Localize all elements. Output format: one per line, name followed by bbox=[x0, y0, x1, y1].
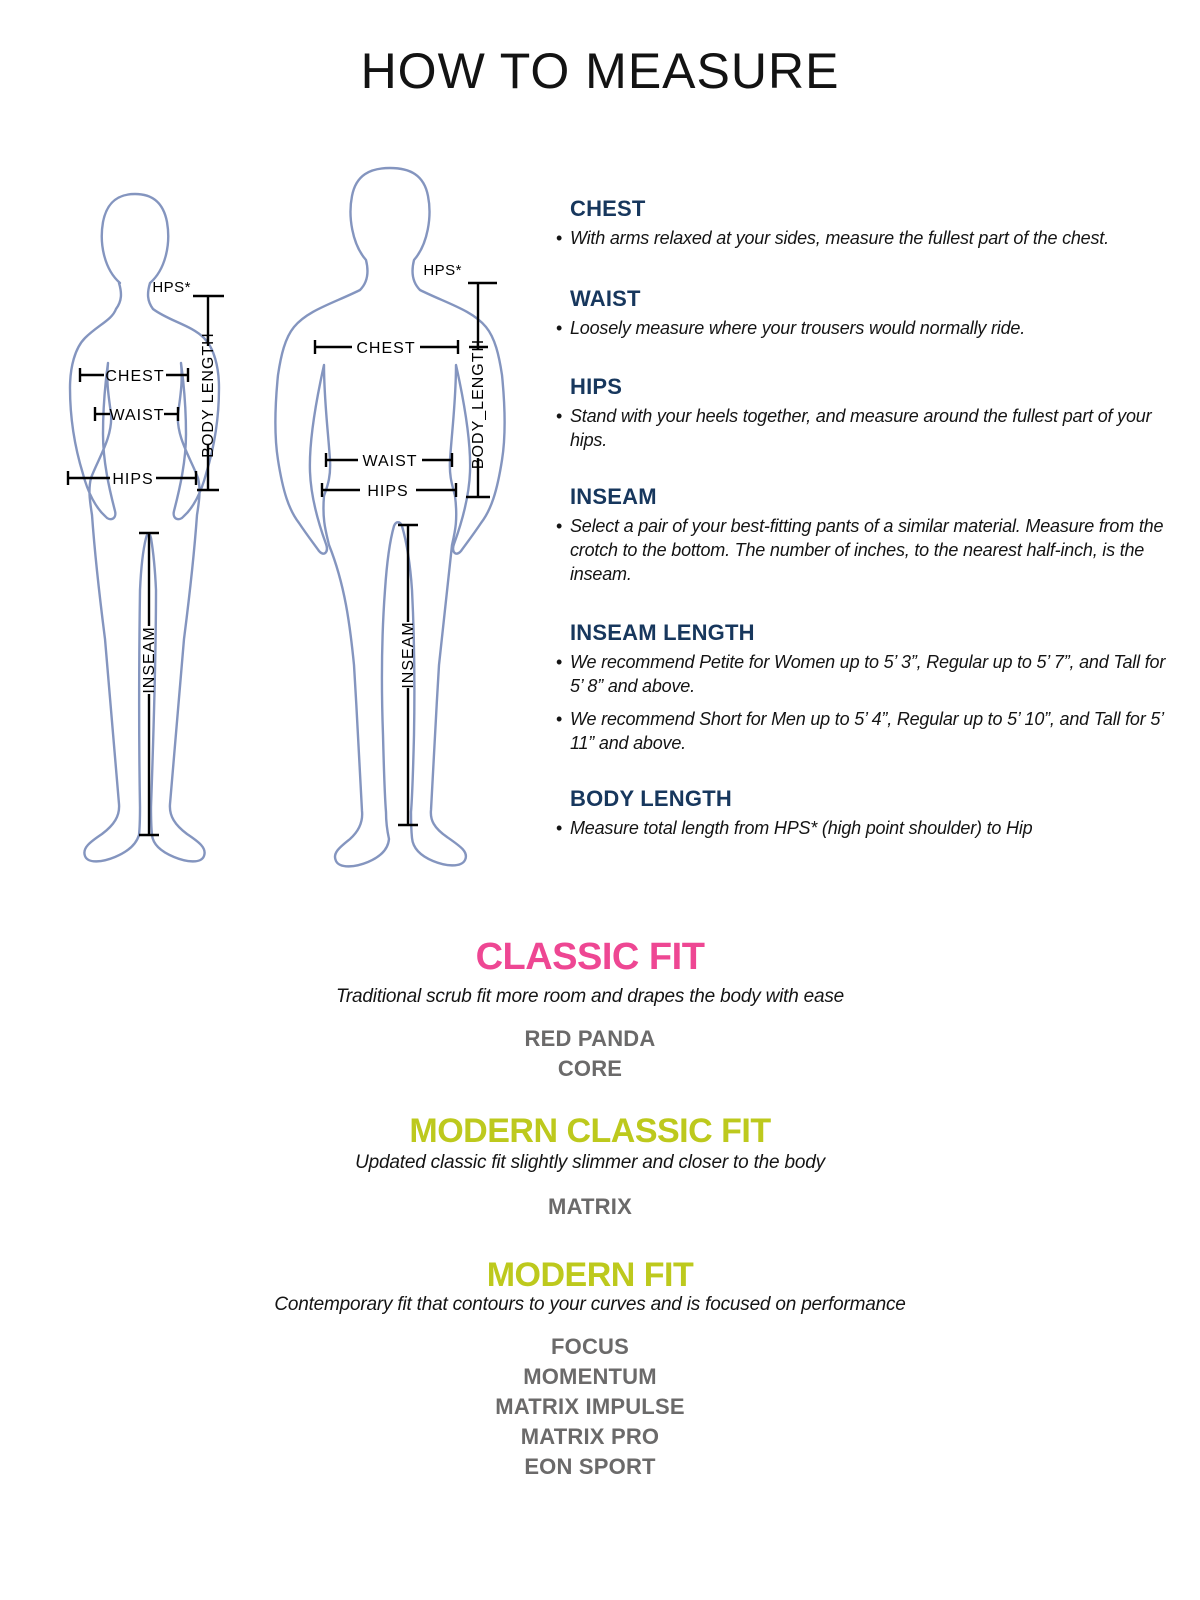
bullet-icon: • bbox=[556, 516, 563, 536]
bullet-icon: • bbox=[556, 318, 563, 338]
instruction-text: We recommend Petite for Women up to 5’ 3”, Regular up to 5’ 7”, and Tall for 5’ 8” and above. bbox=[570, 652, 1166, 696]
instruction-text: Loosely measure where your trousers would normally ride. bbox=[570, 318, 1026, 338]
brand-name: EON SPORT bbox=[524, 1454, 656, 1479]
instruction-heading: INSEAM bbox=[570, 484, 657, 509]
instruction-text: We recommend Short for Men up to 5’ 4”, Regular up to 5’ 10”, and Tall for 5’ 11” and above. bbox=[570, 708, 1163, 753]
modern-fit-brands bbox=[0, 1332, 1180, 1482]
modern-fit-title: MODERN FIT bbox=[486, 1256, 694, 1294]
male-body-length-label: BODY_LENGTH bbox=[470, 338, 487, 470]
bullet-icon: • bbox=[556, 406, 563, 426]
female-hips-label: HIPS bbox=[112, 471, 154, 488]
instruction-heading: WAIST bbox=[570, 286, 641, 311]
bullet-icon: • bbox=[556, 708, 563, 729]
classic-fit-brands bbox=[0, 1024, 1180, 1084]
brand-name: MATRIX IMPULSE bbox=[495, 1394, 685, 1419]
female-waist-label: WAIST bbox=[109, 407, 165, 424]
instruction-heading: INSEAM LENGTH bbox=[570, 620, 755, 645]
classic-fit-title: CLASSIC FIT bbox=[475, 936, 705, 978]
instruction-text: Select a pair of your best-fitting pants of a similar material. Measure from the crotch to the bottom. The number of inches, to the nearest half-inch, is the inseam. bbox=[570, 516, 1164, 584]
measurement-figures-diagram bbox=[0, 160, 540, 880]
modern-fit-description: Contemporary fit that contours to your curves and is focused on performance bbox=[274, 1294, 906, 1315]
male-hips-label: HIPS bbox=[367, 483, 409, 500]
female-annotations bbox=[68, 279, 224, 835]
bullet-icon: • bbox=[556, 652, 563, 672]
male-waist-label: WAIST bbox=[362, 453, 418, 470]
modern-classic-fit-title: MODERN CLASSIC FIT bbox=[409, 1112, 771, 1150]
female-chest-label: CHEST bbox=[105, 368, 165, 385]
instruction-hips bbox=[556, 374, 1172, 453]
brand-name: MATRIX PRO bbox=[520, 1424, 660, 1449]
male-hps-label: HPS* bbox=[423, 262, 462, 279]
female-body-outline bbox=[70, 194, 219, 861]
female-hps-label: HPS* bbox=[152, 279, 191, 296]
brand-name: MOMENTUM bbox=[523, 1364, 657, 1389]
instruction-heading: CHEST bbox=[570, 196, 646, 221]
instruction-inseam bbox=[556, 484, 1172, 587]
male-inseam-label: INSEAM bbox=[400, 621, 417, 689]
bullet-icon: • bbox=[556, 228, 563, 248]
modern-classic-fit-brands bbox=[0, 1192, 1180, 1222]
instruction-text: With arms relaxed at your sides, measure the fullest part of the chest. bbox=[570, 228, 1109, 248]
page-title: HOW TO MEASURE bbox=[360, 43, 840, 99]
instruction-text: Stand with your heels together, and measure around the fullest part of your hips. bbox=[570, 406, 1152, 450]
instruction-heading: BODY LENGTH bbox=[570, 786, 732, 811]
instruction-heading: HIPS bbox=[570, 374, 623, 399]
brand-name: RED PANDA bbox=[524, 1026, 656, 1051]
classic-fit-description: Traditional scrub fit more room and drapes the body with ease bbox=[335, 986, 845, 1007]
instruction-chest bbox=[556, 196, 1172, 251]
instruction-waist bbox=[556, 286, 1172, 341]
brand-name: FOCUS bbox=[551, 1334, 629, 1359]
brand-name: MATRIX bbox=[548, 1194, 632, 1219]
modern-classic-fit-description: Updated classic fit slightly slimmer and closer to the body bbox=[355, 1152, 825, 1173]
brand-name: CORE bbox=[557, 1056, 623, 1081]
female-body-length-label: BODY LENGTH bbox=[200, 332, 217, 458]
male-chest-label: CHEST bbox=[356, 340, 416, 357]
female-inseam-label: INSEAM bbox=[141, 626, 158, 694]
instruction-text: Measure total length from HPS* (high point shoulder) to Hip bbox=[570, 818, 1033, 838]
male-body-outline bbox=[275, 168, 504, 866]
instruction-inseam-length bbox=[556, 620, 1172, 756]
instruction-body-length bbox=[556, 786, 1172, 841]
bullet-icon: • bbox=[556, 818, 563, 838]
